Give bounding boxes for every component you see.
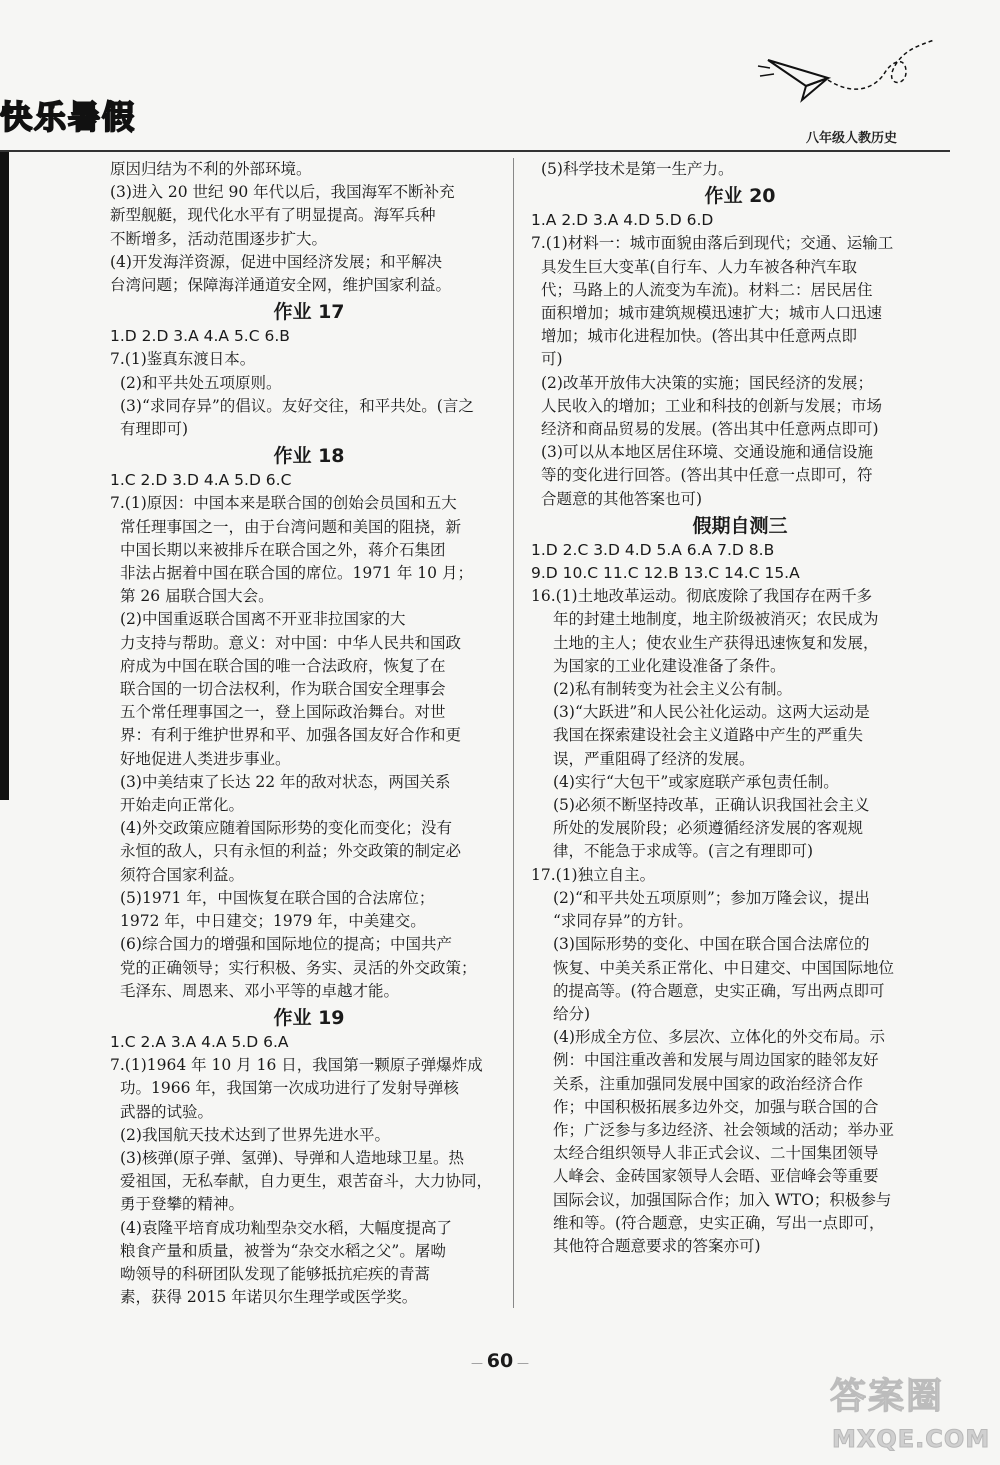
- text-line: (3)国际形势的变化、中国在联合国合法席位的: [553, 935, 870, 954]
- answer-key-line: 9.D 10.C 11.C 12.B 13.C 14.C 15.A: [531, 564, 800, 583]
- text-line: 16.(1)土地改革运动。彻底废除了我国存在两千多: [531, 587, 873, 606]
- section-heading: 作业 19: [273, 1006, 345, 1029]
- text-line: 好地促进人类进步事业。: [120, 749, 291, 768]
- text-line: 1972 年，中日建交；1979 年，中美建交。: [120, 912, 426, 931]
- text-line: 联合国的一切合法权利，作为联合国安全理事会: [120, 680, 446, 699]
- page-number-value: 60: [486, 1350, 514, 1372]
- text-line: 常任理事国之一，由于台湾问题和美国的阻挠，新: [120, 517, 462, 536]
- text-line: 力支持与帮助。意义：对中国：中华人民共和国政: [120, 633, 462, 652]
- text-line: (3)“大跃进”和人民公社化运动。这两大运动是: [553, 703, 870, 722]
- text-line: 可): [541, 350, 563, 369]
- section-heading: 作业 17: [273, 301, 345, 324]
- text-line: (2)“和平共处五项原则”；参加万隆会议，提出: [553, 888, 870, 907]
- text-line: 粮食产量和质量，被誉为“杂交水稻之父”。屠呦: [120, 1241, 446, 1260]
- text-line: 等的变化进行回答。(答出其中任意一点即可，符: [541, 466, 873, 485]
- text-line: 土地的主人；使农业生产获得迅速恢复和发展，: [553, 633, 879, 652]
- text-line: (4)形成全方位、多层次、立体化的外交布局。示: [553, 1028, 885, 1047]
- text-line: 作；广泛参与多边经济、社会领域的活动；举办亚: [553, 1120, 895, 1139]
- answer-key-line: 1.C 2.D 3.D 4.A 5.D 6.C: [110, 471, 292, 490]
- text-line: 我国在探索建设社会主义道路中产生的严重失: [553, 726, 864, 745]
- watermark-url: MXQE.COM: [832, 1425, 991, 1453]
- text-line: 界：有利于维护世界和平、加强各国友好合作和更: [120, 726, 462, 745]
- answer-key-line: 1.D 2.D 3.A 4.A 5.C 6.B: [110, 327, 290, 346]
- text-line: 具发生巨大变革(自行车、人力车被各种汽车取: [541, 257, 858, 276]
- text-line: 作；中国积极拓展多边外交，加强与联合国的合: [553, 1097, 879, 1116]
- left-column: [110, 158, 508, 1309]
- text-line: 年的封建土地制度，地主阶级被消灭；农民成为: [553, 610, 879, 629]
- text-line: 经济和商品贸易的发展。(答出其中任意两点即可): [541, 420, 879, 439]
- text-line: 太经合组织领导人非正式会议、二十国集团领导: [553, 1144, 879, 1163]
- text-line: (2)私有制转变为社会主义公有制。: [553, 680, 792, 699]
- answer-key-line: 1.C 2.A 3.A 4.A 5.D 6.A: [110, 1032, 289, 1051]
- text-line: 人峰会、金砖国家领导人会晤、亚信峰会等重要: [553, 1167, 879, 1186]
- page-number: — 60 —: [470, 1350, 530, 1372]
- text-line: 7.(1)1964 年 10 月 16 日，我国第一颗原子弹爆炸成: [110, 1056, 483, 1075]
- text-line: (4)开发海洋资源，促进中国经济发展；和平解决: [110, 252, 442, 271]
- text-line: 呦领导的科研团队发现了能够抵抗疟疾的青蒿: [120, 1264, 431, 1283]
- watermark-logo: 答案圈: [830, 1376, 945, 1417]
- text-line: 恢复、中美关系正常化、中日建交、中国国际地位: [553, 958, 895, 977]
- text-line: 国际会议，加强国际合作；加入 WTO；积极参与: [553, 1190, 892, 1209]
- text-line: 毛泽东、周恩来、邓小平等的卓越才能。: [120, 981, 400, 1000]
- text-line: 给分): [553, 1004, 591, 1023]
- subject-label: 八年级人教历史: [806, 131, 898, 146]
- text-line: 五个常任理事国之一，登上国际政治舞台。对世: [120, 703, 446, 722]
- text-line: 代；马路上的人流变为车流)。材料二：居民居住: [541, 280, 873, 299]
- text-line: 17.(1)独立自主。: [531, 865, 656, 884]
- left-edge-bar: [0, 150, 9, 800]
- text-line: 开始走向正常化。: [120, 796, 245, 815]
- column-divider: [513, 158, 514, 1308]
- text-line: (3)核弹(原子弹、氢弹)、导弹和人造地球卫星。热: [120, 1148, 465, 1167]
- text-line: 为国家的工业化建设准备了条件。: [553, 656, 786, 675]
- text-line: 新型舰艇，现代化水平有了明显提高。海军兵种: [110, 206, 436, 225]
- text-line: (4)外交政策应随着国际形势的变化而变化；没有: [120, 819, 452, 838]
- text-line: (3)“求同存异”的倡议。友好交往，和平共处。(言之: [120, 396, 474, 415]
- text-line: 的提高等。(符合题意，史实正确，写出两点即可: [553, 981, 885, 1000]
- text-line: 勇于登攀的精神。: [120, 1195, 245, 1214]
- text-line: (2)中国重返联合国离不开亚非拉国家的大: [120, 610, 406, 629]
- text-line: (4)实行“大包干”或家庭联产承包责任制。: [553, 772, 839, 791]
- paper-plane-icon: [756, 38, 946, 128]
- text-line: 不断增多，活动范围逐步扩大。: [110, 229, 328, 248]
- text-line: (3)进入 20 世纪 90 年代以后，我国海军不断补充: [110, 183, 455, 202]
- text-line: 永恒的敌人，只有永恒的利益；外交政策的制定必: [120, 842, 462, 861]
- text-line: 武器的试验。: [120, 1102, 214, 1121]
- text-line: 其他符合题意要求的答案亦可): [553, 1236, 761, 1255]
- right-column: [531, 158, 949, 1258]
- text-line: 合题意的其他答案也可): [541, 489, 703, 508]
- text-line: (2)改革开放伟大决策的实施；国民经济的发展；: [541, 373, 873, 392]
- text-line: 素，获得 2015 年诺贝尔生理学或医学奖。: [120, 1288, 418, 1307]
- text-line: 须符合国家利益。: [120, 865, 245, 884]
- text-line: 爱祖国，无私奉献，自力更生，艰苦奋斗，大力协同，: [120, 1172, 493, 1191]
- section-heading: 假期自测三: [692, 514, 788, 537]
- text-line: 7.(1)材料一：城市面貌由落后到现代；交通、运输工: [531, 234, 894, 253]
- text-line: 党的正确领导；实行积极、务实、灵活的外交政策；: [120, 958, 477, 977]
- text-line: 非法占据着中国在联合国的席位。1971 年 10 月；: [120, 564, 473, 583]
- brand-logo: 快乐暑假: [0, 98, 137, 136]
- text-line: (2)我国航天技术达到了世界先进水平。: [120, 1125, 390, 1144]
- text-line: (6)综合国力的增强和国际地位的提高；中国共产: [120, 935, 452, 954]
- text-line: 中国长期以来被排斥在联合国之外，蒋介石集团: [120, 540, 446, 559]
- text-line: 误，严重阻碍了经济的发展。: [553, 749, 755, 768]
- text-line: 例：中国注重改善和发展与周边国家的睦邻友好: [553, 1051, 879, 1070]
- text-line: (2)和平共处五项原则。: [120, 373, 282, 392]
- text-line: 第 26 届联合国大会。: [120, 587, 274, 606]
- page-header: [0, 0, 1000, 160]
- text-line: 原因归结为不利的外部环境。: [110, 160, 312, 178]
- section-heading: 作业 20: [704, 185, 776, 208]
- text-line: 7.(1)鉴真东渡日本。: [110, 350, 256, 369]
- text-line: 功。1966 年，我国第一次成功进行了发射导弹核: [120, 1079, 459, 1098]
- text-line: 关系，注重加强同发展中国家的政治经济合作: [553, 1074, 864, 1093]
- text-line: 台湾问题；保障海洋通道安全网，维护国家利益。: [110, 276, 452, 295]
- text-line: 律，不能急于求成等。(言之有理即可): [553, 842, 814, 861]
- text-line: (3)可以从本地区居住环境、交通设施和通信设施: [541, 443, 873, 462]
- text-line: (3)中美结束了长达 22 年的敌对状态，两国关系: [120, 772, 451, 791]
- text-line: 7.(1)原因：中国本来是联合国的创始会员国和五大: [110, 494, 457, 513]
- answer-key-line: 1.A 2.D 3.A 4.D 5.D 6.D: [531, 211, 714, 230]
- text-line: 所处的发展阶段；必须遵循经济发展的客观规: [553, 819, 864, 838]
- text-line: (5)必须不断坚持改革，正确认识我国社会主义: [553, 796, 870, 815]
- text-line: 维和等。(符合题意，史实正确，写出一点即可，: [553, 1213, 885, 1232]
- text-line: 有理即可): [120, 420, 189, 439]
- text-line: 增加；城市化进程加快。(答出其中任意两点即: [541, 327, 858, 346]
- text-line: 人民收入的增加；工业和科技的创新与发展；市场: [541, 396, 883, 415]
- header-rule: [0, 150, 950, 152]
- text-line: 府成为中国在联合国的唯一合法政府，恢复了在: [120, 656, 446, 675]
- text-line: (4)袁隆平培育成功籼型杂交水稻，大幅度提高了: [120, 1218, 452, 1237]
- text-line: “求同存异”的方针。: [553, 912, 693, 931]
- text-line: (5)1971 年，中国恢复在联合国的合法席位；: [120, 888, 435, 907]
- text-line: (5)科学技术是第一生产力。: [541, 160, 734, 178]
- section-heading: 作业 18: [273, 445, 345, 468]
- text-line: 面积增加；城市建筑规模迅速扩大；城市人口迅速: [541, 304, 883, 323]
- answer-key-line: 1.D 2.C 3.D 4.D 5.A 6.A 7.D 8.B: [531, 540, 775, 559]
